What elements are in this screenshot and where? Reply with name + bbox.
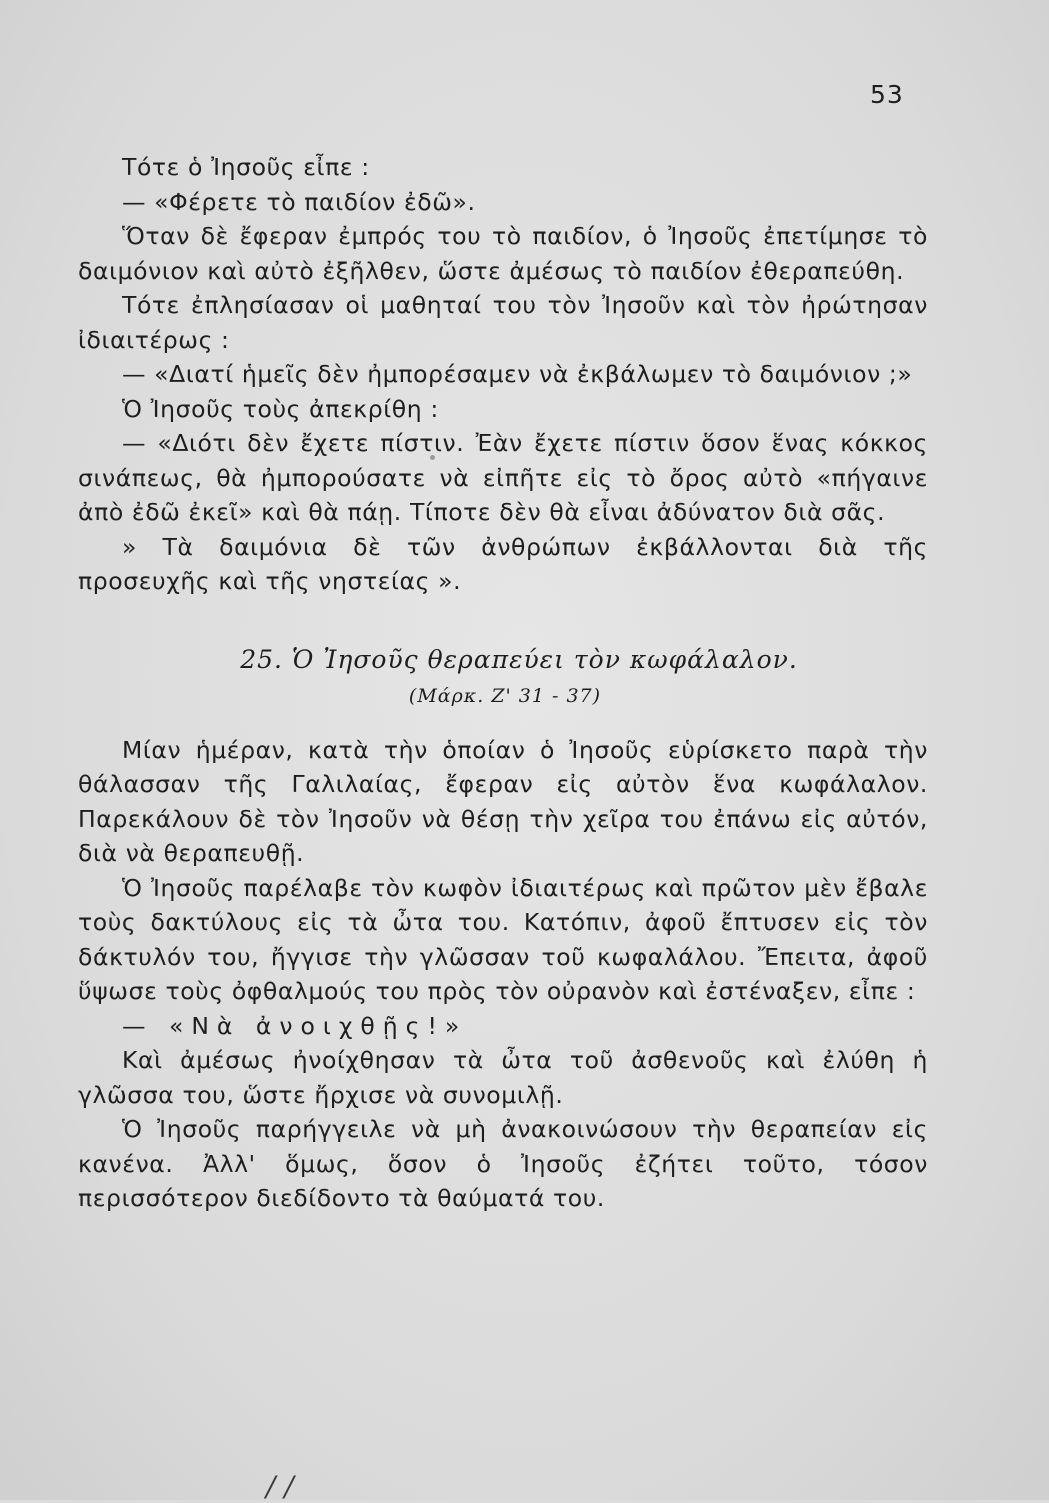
paragraph-quote: — «Νὰ ἀνοιχθῇς!»: [122, 1011, 468, 1040]
paragraph: — «Φέρετε τὸ παιδίον ἐδῶ».: [122, 187, 476, 216]
section-heading: [78, 643, 928, 711]
text-body: [78, 150, 928, 1216]
section-title: 25. Ὁ Ἰησοῦς θεραπεύει τὸν κωφάλαλον.: [240, 644, 798, 674]
paragraph: Τότε ἐπλησίασαν οἱ μαθηταί του τὸν Ἰησοῦν καὶ τὸν ἠρώτησαν ἰδιαιτέρως :: [78, 291, 928, 354]
paragraph: Ὁ Ἰησοῦς τοὺς ἀπεκρίθη :: [122, 394, 439, 423]
paragraph: Μίαν ἡμέραν, κατὰ τὴν ὁποίαν ὁ Ἰησοῦς εὑρίσκετο παρὰ τὴν θάλασσαν τῆς Γαλιλαίας, ἔφεραν εἰς αὐτὸν ἕνα κωφάλαλον. Παρεκάλουν δὲ τὸν Ἰησοῦν νὰ θέσῃ τὴν χεῖρα του ἐπάνω εἰς αὐτόν, διὰ νὰ θεραπευθῇ.: [78, 735, 928, 867]
paragraph: » Τὰ δαιμόνια δὲ τῶν ἀνθρώπων ἐκβάλλονται διὰ τῆς προσευχῆς καὶ τῆς νηστείας ».: [78, 532, 928, 595]
paragraph: Ὁ Ἰησοῦς παρήγγειλε νὰ μὴ ἀνακοινώσουν τὴν θεραπείαν εἰς κανένα. Ἀλλ' ὅμως, ὅσον ὁ Ἰησοῦς ἐζήτει τοῦτο, τόσον περισσότερον διεδίδοντο τὰ θαύματά του.: [78, 1115, 928, 1212]
paragraph: Καὶ ἀμέσως ἠνοίχθησαν τὰ ὦτα τοῦ ἀσθενοῦς καὶ ἐλύθη ἡ γλῶσσα του, ὥστε ἤρχισε νὰ συνομιλῇ.: [78, 1046, 928, 1109]
paragraph: Τότε ὁ Ἰησοῦς εἶπε :: [122, 153, 370, 181]
paragraph: Ὅταν δὲ ἔφεραν ἐμπρός του τὸ παιδίον, ὁ Ἰησοῦς ἐπετίμησε τὸ δαιμόνιον καὶ αὐτὸ ἐξῆλθεν, ὥστε ἀμέσως τὸ παιδίον ἐθεραπεύθη.: [78, 222, 928, 285]
paragraph: — «Διατί ἡμεῖς δὲν ἠμπορέσαμεν νὰ ἐκβάλωμεν τὸ δαιμόνιον ;»: [122, 360, 913, 388]
paragraph: — «Διότι δὲν ἔχετε πίστιν. Ἐὰν ἔχετε πίστιν ὅσον ἕνας κόκκος σινάπεως, θὰ ἠμπορούσατε νὰ εἰπῆτε εἰς τὸ ὄρος αὐτὸ «πήγαινε ἀπὸ ἐδῶ ἐκεῖ» καὶ θὰ πάῃ. Τίποτε δὲν θὰ εἶναι ἀδύνατον διὰ σᾶς.: [78, 429, 928, 526]
bottom-pen-marks: / /: [266, 1470, 294, 1503]
section-reference: (Μάρκ. Ζ' 31 - 37): [408, 684, 602, 707]
page-number: 53: [870, 80, 904, 109]
paragraph: Ὁ Ἰησοῦς παρέλαβε τὸν κωφὸν ἰδιαιτέρως καὶ πρῶτον μὲν ἔβαλε τοὺς δακτύλους εἰς τὰ ὦτα του. Κατόπιν, ἀφοῦ ἔπτυσεν εἰς τὸν δάκτυλόν του, ἤγγισε τὴν γλῶσσαν τοῦ κωφαλάλου. Ἔπειτα, ἀφοῦ ὕψωσε τοὺς ὀφθαλμούς του πρὸς τὸν οὐρανὸν καὶ ἐστέναξεν, εἶπε :: [78, 873, 928, 1005]
